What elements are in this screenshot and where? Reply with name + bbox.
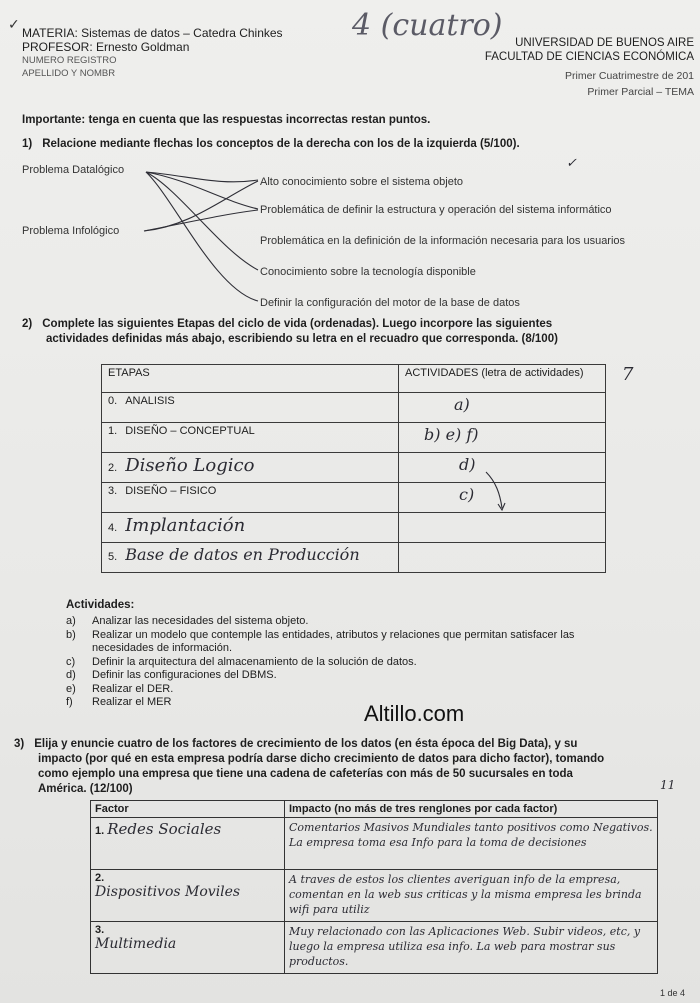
question-1-number: 1) [22, 138, 33, 150]
factor-name[interactable]: Multimedia [95, 936, 177, 952]
activity-letter: d) [66, 669, 76, 681]
question-3-line-4: América. (12/100) [38, 783, 133, 795]
list-item [66, 615, 574, 629]
impact-col-header: Impacto (no más de tres renglones por cada factor) [285, 801, 658, 818]
stages-header-row [102, 365, 606, 393]
factor-number: 3. [95, 924, 105, 936]
question-2-line-2: actividades definidas más abajo, escribiendo su letra en el recuadro que corresponda. (8/100) [46, 333, 558, 345]
row-number: 5. [108, 551, 118, 563]
q2-score: 7 [622, 364, 634, 385]
activities-list [66, 615, 574, 710]
row-number: 2. [108, 462, 118, 474]
stages-col-header: ETAPAS [102, 365, 399, 393]
arrow-datalogico-5 [146, 172, 258, 301]
page-number: 1 de 4 [660, 988, 686, 998]
row-number: 3. [108, 485, 118, 497]
table-row [91, 922, 658, 974]
stage-handwritten[interactable]: Base de datos en Producción [125, 545, 360, 564]
factor-impact[interactable]: Muy relacionado con las Aplicaciones Web. Subir videos, etc, y luego la empresa utiliza esa info. La web para mostrar sus productos. [285, 922, 658, 974]
stage-activities[interactable]: d) [399, 453, 606, 483]
university-name: UNIVERSIDAD DE BUENOS AIRE [515, 37, 694, 49]
question-2-line-1: Complete las siguientes Etapas del ciclo de vida (ordenadas). Luego incorpore las siguientes [42, 318, 553, 330]
factor-name[interactable]: Dispositivos Moviles [95, 884, 241, 900]
handwritten-grade: 4 (cuatro) [352, 8, 503, 43]
q1-right-item-3: Problemática en la definición de la información necesaria para los usuarios [260, 235, 626, 247]
activity-text: Analizar las necesidades del sistema objeto. [92, 615, 309, 627]
question-3-line-1: Elija y enuncie cuatro de los factores de crecimiento de los datos (en ésta época del Big Data), y su [34, 738, 578, 750]
question-1-text: Relacione mediante flechas los conceptos de la derecha con los de la izquierda (5/100). [42, 138, 520, 150]
watermark: Altillo.com [364, 701, 465, 726]
question-3-line-2: impacto (por qué en esta empresa podría darse dicho crecimiento de datos para dicho factor), tomando [38, 753, 605, 765]
activity-text: Realizar un modelo que contemple las entidades, atributos y relaciones que permitan satisfacer las [92, 628, 575, 641]
exam-line: Primer Parcial – TEMA [587, 86, 694, 98]
activity-text: Realizar el MER [92, 696, 172, 708]
q1-matching-arrows [0, 0, 700, 330]
activity-letter: f) [66, 696, 73, 708]
q1-right-item-4: Conocimiento sobre la tecnología disponible [260, 266, 476, 278]
stages-table [101, 364, 606, 573]
stage-label: DISEÑO – CONCEPTUAL [125, 425, 255, 437]
concept-datalogico: Problema Datalógico [22, 164, 125, 176]
stage-activities[interactable]: c) [399, 483, 606, 513]
activities-title: Actividades: [66, 599, 135, 611]
row-number: 0. [108, 395, 118, 407]
question-3-title [14, 738, 577, 750]
question-2-number: 2) [22, 318, 33, 330]
activity-letter: a) [66, 615, 76, 627]
activities-col-header: ACTIVIDADES (letra de actividades) [399, 365, 606, 393]
list-item [66, 683, 574, 697]
question-3-line-3: como ejemplo una empresa que tiene una cadena de cafeterías con más de 50 sucursales en toda [38, 768, 573, 780]
stage-handwritten[interactable]: Diseño Logico [125, 455, 255, 476]
list-item [66, 656, 574, 670]
list-item [66, 669, 574, 683]
tick-mark-icon: ✓ [566, 156, 577, 171]
q1-right-item-1: Alto conocimiento sobre el sistema objeto [260, 176, 463, 188]
list-item [66, 642, 574, 656]
factor-impact[interactable]: Comentarios Masivos Mundiales tanto positivos como Negativos. La empresa toma esa Info para la toma de decisiones [285, 818, 658, 870]
activity-text: necesidades de información. [92, 642, 233, 654]
term-line: Primer Cuatrimestre de 201 [565, 70, 694, 82]
table-row [91, 818, 658, 870]
table-row [102, 543, 606, 573]
d-to-c-arrow [470, 468, 520, 518]
q1-right-item-2: Problemática de definir la estructura y operación del sistema informático [260, 204, 612, 216]
stage-label: ANALISIS [125, 395, 175, 407]
q1-right-item-5: Definir la configuración del motor de la base de datos [260, 297, 520, 309]
table-row [102, 423, 606, 453]
subject-line: MATERIA: Sistemas de datos – Catedra Chinkes [22, 26, 283, 40]
factor-name[interactable]: Redes Sociales [107, 820, 222, 838]
registration-line: NUMERO REGISTRO [22, 55, 117, 66]
stage-label: DISEÑO – FISICO [125, 485, 217, 497]
activity-text: Definir la arquitectura del almacenamiento de la solución de datos. [92, 655, 417, 668]
q3-score: 11 [660, 778, 676, 792]
table-row [91, 870, 658, 922]
professor-line: PROFESOR: Ernesto Goldman [22, 40, 190, 54]
list-item [66, 629, 574, 643]
activity-letter: e) [66, 682, 76, 695]
factor-number: 2. [95, 872, 105, 884]
factor-number: 1. [95, 825, 105, 837]
question-2-title [22, 318, 552, 330]
activity-letter: c) [66, 655, 76, 668]
list-item [66, 696, 574, 710]
arrow-datalogico-4 [146, 172, 258, 270]
table-row [102, 453, 606, 483]
factor-col-header: Factor [91, 801, 285, 818]
table-row [102, 393, 606, 423]
factor-impact[interactable]: A traves de estos los clientes averiguan info de la empresa, comentan en la web sus criticas y la misma empresa les brinda wifi para utiliz [285, 870, 658, 922]
table-row [102, 483, 606, 513]
name-line: APELLIDO Y NOMBR [22, 68, 116, 79]
stage-activities[interactable]: a) [399, 393, 606, 423]
question-3-number: 3) [14, 738, 25, 750]
stage-activities[interactable]: b) e) f) [399, 423, 606, 453]
factors-table [90, 800, 658, 974]
check-mark-icon: ✓ [8, 16, 20, 32]
important-note: Importante: tenga en cuenta que las respuestas incorrectas restan puntos. [22, 114, 431, 126]
stage-handwritten[interactable]: Implantación [125, 515, 246, 536]
activity-text: Definir las configuraciones del DBMS. [92, 669, 277, 681]
factors-header-row [91, 801, 658, 818]
row-number: 4. [108, 522, 118, 534]
stage-activities[interactable] [399, 543, 606, 573]
table-row [102, 513, 606, 543]
faculty-name: FACULTAD DE CIENCIAS ECONÓMICA [484, 51, 694, 63]
row-number: 1. [108, 425, 118, 437]
concept-infologico: Problema Infológico [22, 225, 120, 237]
arrow-datalogico-1 [146, 172, 258, 182]
activity-text: Realizar el DER. [92, 682, 174, 695]
activity-letter: b) [66, 628, 76, 641]
